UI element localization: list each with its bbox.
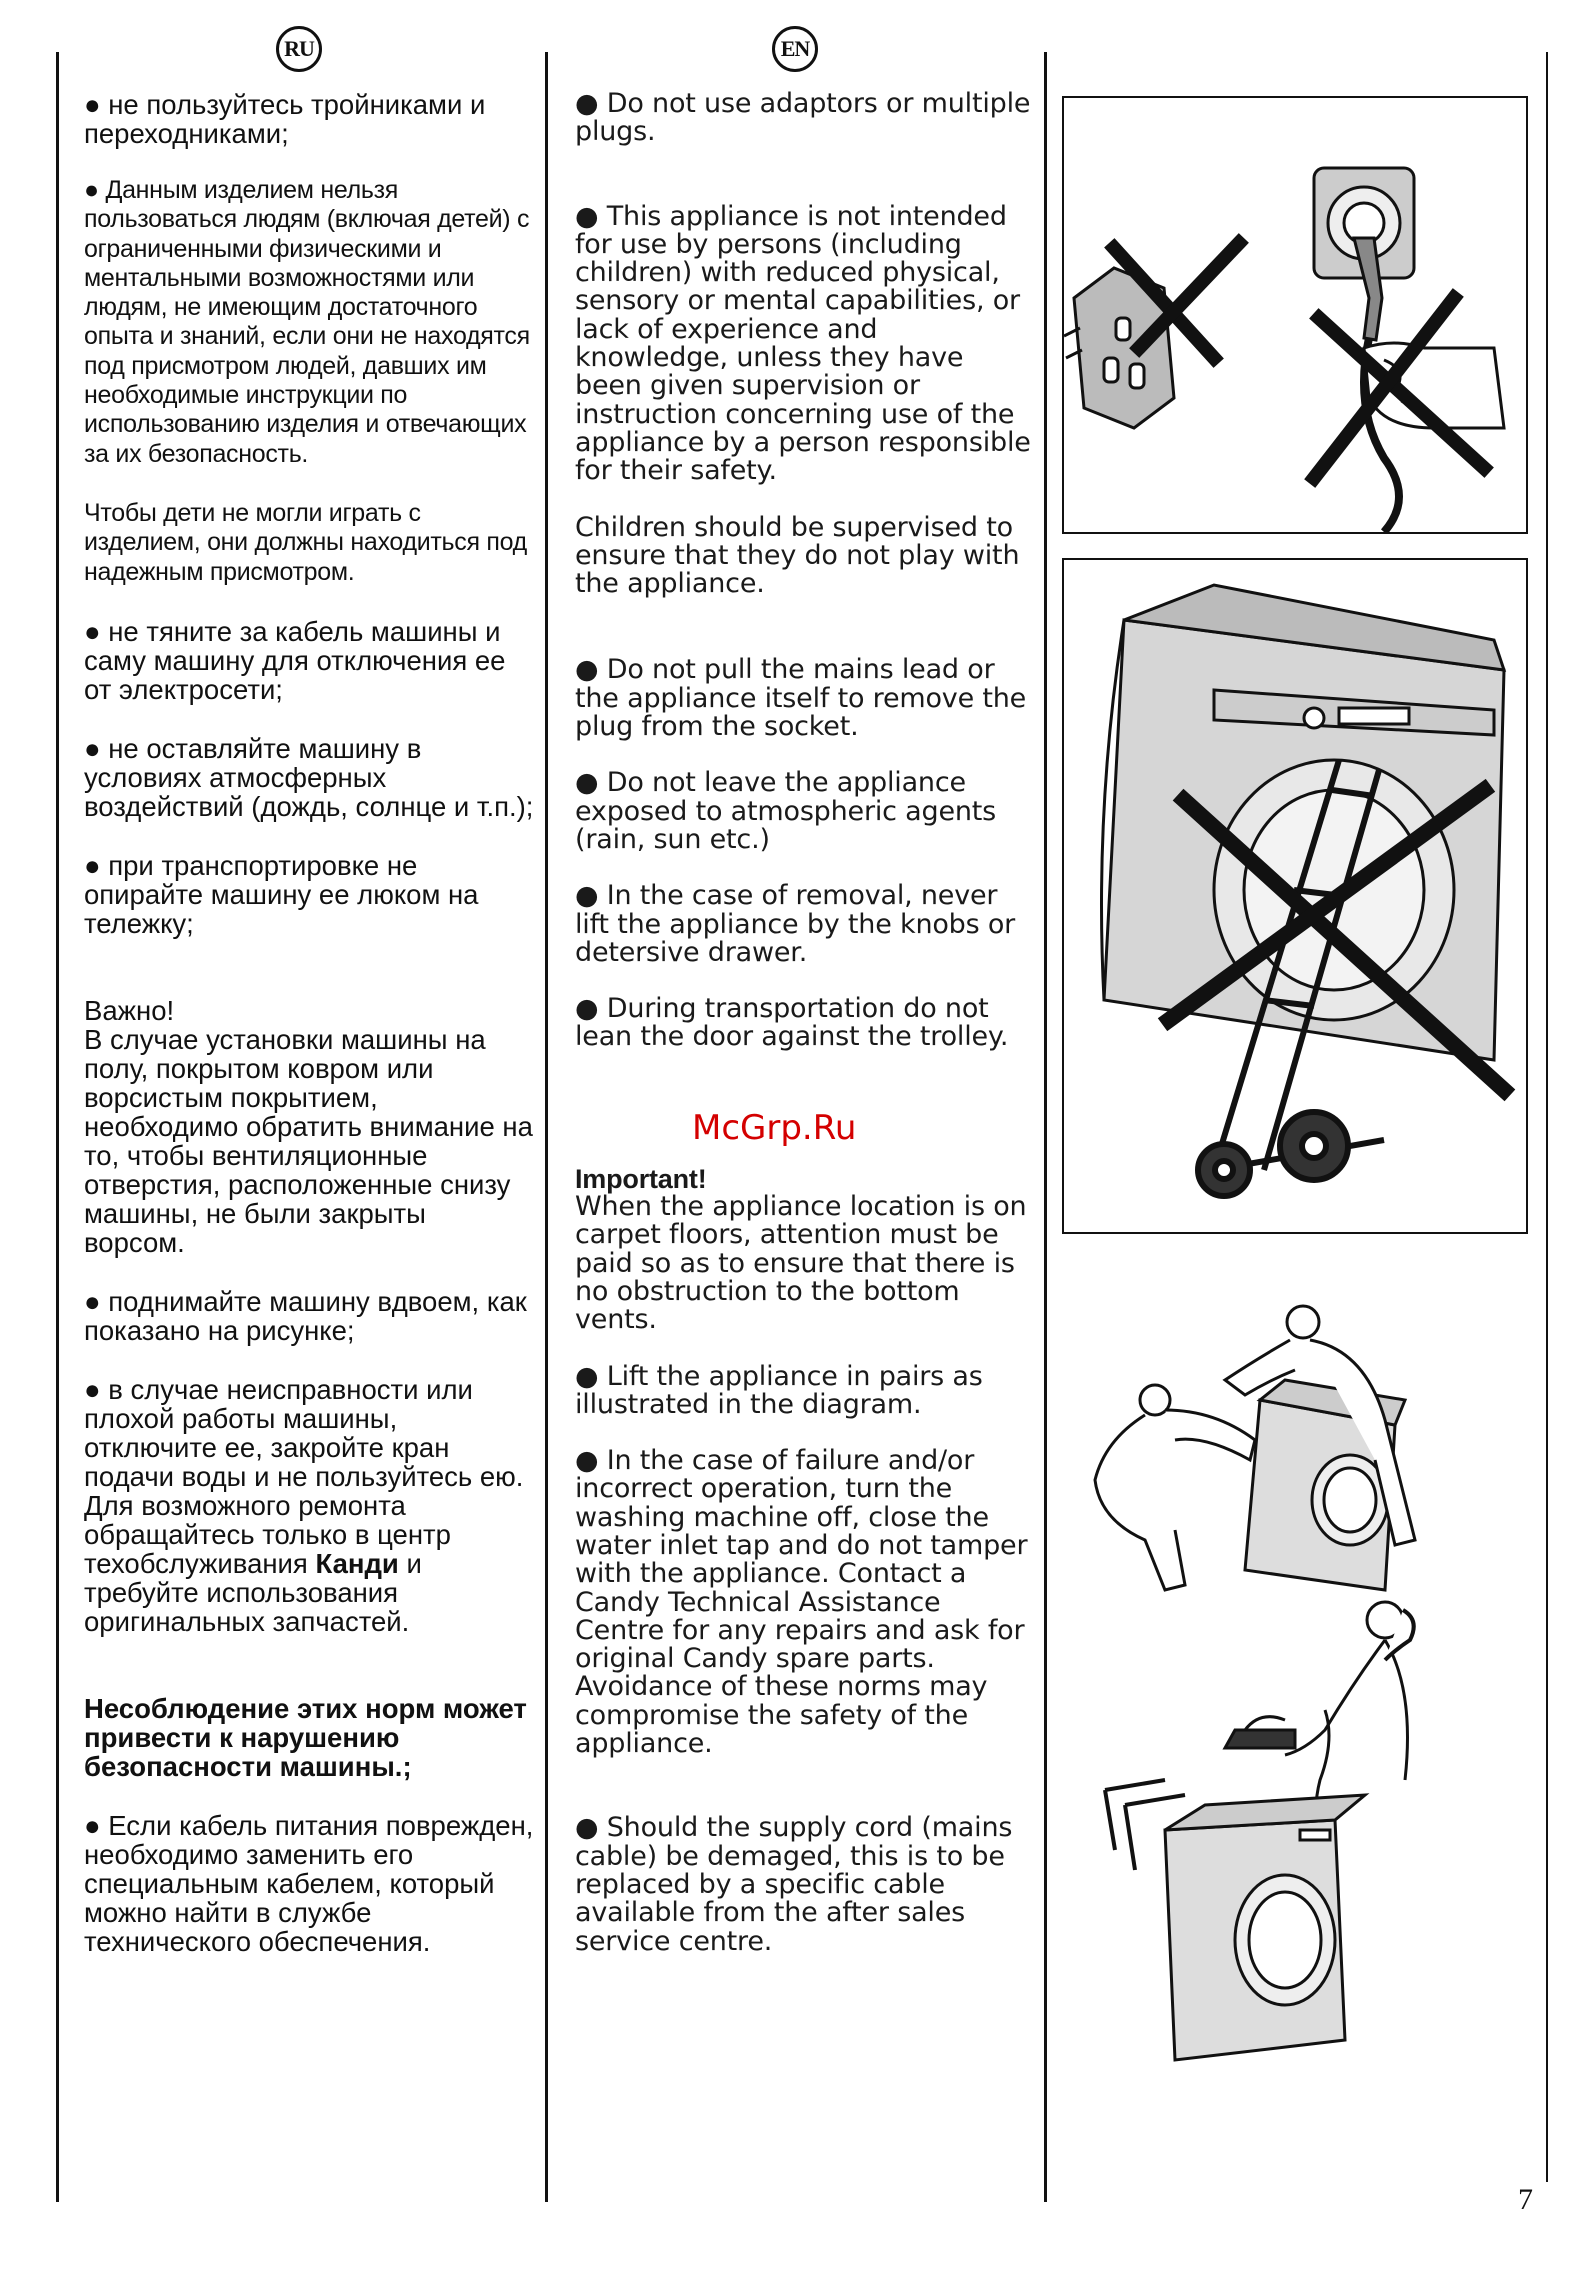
en-important-title: Important! xyxy=(575,1163,707,1194)
ru-failure-warning xyxy=(84,1375,534,1636)
en-children-warning: Children should be supervised to ensure that they do not play with the appliance. xyxy=(575,511,1020,600)
plug-illustration xyxy=(1064,98,1526,532)
russian-column xyxy=(84,90,534,1956)
ru-language-badge: RU xyxy=(276,26,322,72)
ru-adaptors-warning: ● не пользуйтесь тройниками и переходниками; xyxy=(84,89,486,149)
en-adaptors-warning: ● Do not use adaptors or multiple plugs. xyxy=(575,88,1031,148)
ru-transport-warning: ● при транспортировке не опирайте машину ее люком на тележку; xyxy=(84,849,479,939)
ru-failure-text-b: и требуйте использования оригинальных запчастей. xyxy=(84,1547,422,1637)
watermark: McGrp.Ru xyxy=(692,1108,857,1148)
en-language-badge: EN xyxy=(772,26,818,72)
ru-cord-warning: ● Если кабель питания поврежден, необходимо заменить его специальным кабелем, который можно найти в службе технического обеспечения. xyxy=(84,1809,534,1957)
page-number: 7 xyxy=(1518,2183,1533,2216)
right-margin-rule xyxy=(1546,52,1548,2182)
en-transport-warning: ● During transportation do not lean the door against the trolley. xyxy=(575,993,1009,1053)
ru-capabilities-warning: ● Данным изделием нельзя пользоваться людям (включая детей) с ограниченными физическими и ментальными возможностями или людям, не имеющим достаточного опыта и знаний, если они не находятся под присмотром людей, давших им необходимые инструкции по использованию изделия и отвечающих за их безопасность. xyxy=(84,176,530,468)
ru-important-title: Важно! xyxy=(84,994,175,1026)
ru-lift-warning: ● поднимайте машину вдвоем, как показано на рисунке; xyxy=(84,1285,527,1346)
plug-illustration-panel xyxy=(1062,96,1528,534)
ru-failure-text-a: ● в случае неисправности или плохой работы машины, отключите ее, закройте кран подачи воды и не пользуйтесь ею. Для возможного ремонта обращайтесь только в центр техобслуживания xyxy=(84,1373,524,1579)
lifting-in-pairs-illustration xyxy=(1085,1300,1445,1600)
ru-safety-warning: Несоблюдение этих норм может привести к нарушению безопасности машины.; xyxy=(84,1692,527,1782)
trolley-illustration xyxy=(1064,560,1526,1232)
en-removal-warning: ● In the case of removal, never lift the appliance by the knobs or detersive drawer. xyxy=(575,880,1016,968)
en-cord-warning: ● Should the supply cord (mains cable) be demaged, this is to be replaced by a specific cable available from the after sales service centre. xyxy=(575,1812,1013,1957)
ru-important-text: В случае установки машины на полу, покрытом ковром или ворсистым покрытием, необходимо обратить внимание на то, чтобы вентиляционные отверстия, расположенные снизу машины, не были закрыты ворсом. xyxy=(84,1023,533,1258)
trolley-illustration-panel xyxy=(1062,558,1528,1234)
person-lifting-icon-2 xyxy=(1095,1385,1255,1590)
ru-children-warning: Чтобы дети не могли играть с изделием, они должны находиться под надежным присмотром. xyxy=(84,498,527,586)
en-mains-lead-warning: ● Do not pull the mains lead or the appliance itself to remove the plug from the socket. xyxy=(575,654,1027,743)
ru-cable-warning: ● не тяните за кабель машины и саму машину для отключения ее от электросети; xyxy=(84,615,506,705)
service-call-illustration xyxy=(1085,1580,1485,2080)
column-divider-rule-right xyxy=(1044,52,1047,2202)
en-capabilities-warning: ● This appliance is not intended for use by persons (including children) with reduced physical, sensory or mental capabilities, or lack of experience and knowledge, unless they have been given supervision or instruction concerning use of the appliance by a person responsible for their safety. xyxy=(575,200,1031,487)
iron-icon xyxy=(1225,1717,1295,1748)
en-lift-warning: ● Lift the appliance in pairs as illustrated in the diagram. xyxy=(575,1360,983,1420)
service-machine-icon xyxy=(1165,1795,1365,2060)
left-margin-rule xyxy=(56,52,59,2202)
en-important-text: When the appliance location is on carpet floors, attention must be paid so as to ensure that there is no obstruction to the bottom vents. xyxy=(575,1191,1027,1336)
en-failure-warning: ● In the case of failure and/or incorrect operation, turn the washing machine off, close the water inlet tap and do not tamper with the appliance. Contact a Candy Technical Assistance Centre for any repairs and ask for original Candy spare parts. Avoidance of these norms may compromise the safety of the appliance. xyxy=(575,1445,1028,1760)
ru-brand-name: Канди xyxy=(315,1547,399,1579)
en-weather-warning: ● Do not leave the appliance exposed to atmospheric agents (rain, sun etc.) xyxy=(575,767,997,855)
ru-weather-warning: ● не оставляйте машину в условиях атмосферных воздействий (дождь, солнце и т.п.); xyxy=(84,732,534,822)
english-column xyxy=(575,90,1035,1956)
column-divider-rule xyxy=(545,52,548,2202)
